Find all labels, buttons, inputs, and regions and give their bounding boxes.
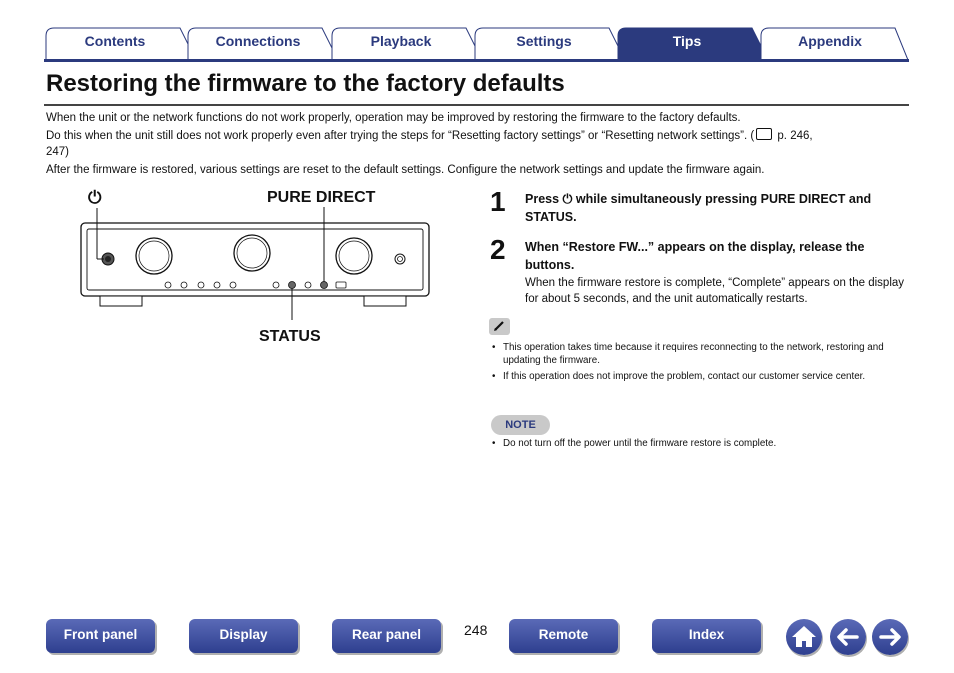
rear-panel-button[interactable]: Rear panel: [332, 619, 441, 653]
small-button-5[interactable]: [230, 282, 236, 288]
arrow-left-shape: [839, 630, 857, 644]
tab-connections[interactable]: Connections: [215, 33, 301, 49]
usb-port: [336, 282, 346, 288]
back-button[interactable]: [830, 619, 866, 655]
step-2-number: 2: [490, 234, 506, 265]
home-button[interactable]: [786, 619, 822, 655]
arrow-left-icon: [830, 619, 866, 655]
knob-center-inner: [237, 238, 267, 268]
bullet-dot: •: [492, 342, 496, 353]
remote-button[interactable]: Remote: [509, 619, 618, 653]
intro-paragraph-2-text: Do this when the unit still does not work properly even after trying the steps for “Resetting factory settings” or “Resetting network settings”. (: [46, 130, 755, 142]
status-button[interactable]: [289, 282, 296, 289]
front-panel-button[interactable]: Front panel: [46, 619, 155, 653]
arrow-right-shape: [881, 630, 899, 644]
power-icon: ⏻: [562, 192, 573, 206]
reference-icon[interactable]: [756, 128, 772, 140]
bullet-dot: •: [492, 371, 496, 382]
amplifier-illustration: [78, 185, 438, 320]
intro-paragraph-3: After the firmware is restored, various settings are reset to the default settings. Configure the network settings and update the firmware again.: [46, 164, 765, 176]
home-icon: [786, 619, 822, 655]
pure-direct-label: PURE DIRECT: [267, 189, 376, 206]
knob-right-inner: [339, 241, 369, 271]
tab-tips[interactable]: Tips: [672, 33, 702, 49]
page-title: Restoring the firmware to the factory defaults: [46, 70, 565, 97]
pencil-icon: [489, 318, 510, 335]
headphone-jack-inner: [398, 257, 403, 262]
power-symbol-label: ⏻: [88, 188, 102, 207]
tab-appendix[interactable]: Appendix: [798, 33, 862, 49]
display-button[interactable]: Display: [189, 619, 298, 653]
pencil-icon-graphic: [489, 318, 510, 335]
small-button-8[interactable]: [305, 282, 311, 288]
intro-paragraph-1: When the unit or the network functions do not work properly, operation may be improved by restoring the firmware to the factory defaults.: [46, 112, 741, 124]
front-panel-diagram: [78, 185, 438, 320]
tab-contents[interactable]: Contents: [84, 33, 146, 49]
pure-direct-button[interactable]: [321, 282, 328, 289]
small-button-1[interactable]: [165, 282, 171, 288]
tab-playback[interactable]: Playback: [370, 33, 432, 49]
step-2-text: When “Restore FW...” appears on the display, release the buttons.: [525, 240, 865, 272]
knob-left-inner: [139, 241, 169, 271]
pencil-body: [495, 322, 503, 330]
title-divider: [44, 104, 909, 106]
intro-paragraph-2: [46, 128, 906, 144]
tab-settings[interactable]: Settings: [516, 33, 572, 49]
home-icon-shape: [792, 626, 816, 647]
intro-paragraph-2-cont: 247): [46, 146, 70, 158]
amp-foot-left: [100, 296, 142, 306]
memo-bullet-1-text: This operation takes time because it requires reconnecting to the network, restoring and updating the firmware.: [503, 342, 884, 366]
small-button-4[interactable]: [214, 282, 220, 288]
step-1-text-a: Press: [525, 192, 563, 206]
power-button-center: [105, 256, 111, 262]
memo-bullet-2-text: If this operation does not improve the problem, contact our customer service center.: [503, 371, 866, 382]
arrow-right-icon: [872, 619, 908, 655]
step-1-text-b: while simultaneously pressing PURE DIRECT and STATUS.: [525, 192, 872, 224]
step-1-text: [525, 190, 905, 226]
small-button-3[interactable]: [198, 282, 204, 288]
amp-foot-right: [364, 296, 406, 306]
small-button-6[interactable]: [273, 282, 279, 288]
status-label: STATUS: [259, 328, 321, 345]
page-reference-link[interactable]: p. 246,: [774, 130, 813, 142]
step-2-subtext: When the firmware restore is complete, “Complete” appears on the display for about 5 seconds, and the unit automatically restarts.: [525, 277, 905, 305]
tab-bar: [0, 0, 954, 64]
small-button-2[interactable]: [181, 282, 187, 288]
note-bullet-1-text: Do not turn off the power until the firmware restore is complete.: [503, 438, 777, 449]
page-number: 248: [464, 622, 488, 638]
index-button[interactable]: Index: [652, 619, 761, 653]
step-1-number: 1: [490, 186, 506, 217]
tab-underline: [44, 59, 909, 62]
note-badge: NOTE: [491, 415, 550, 435]
tab-shapes: [0, 0, 954, 64]
bullet-dot: •: [492, 438, 496, 449]
forward-button[interactable]: [872, 619, 908, 655]
